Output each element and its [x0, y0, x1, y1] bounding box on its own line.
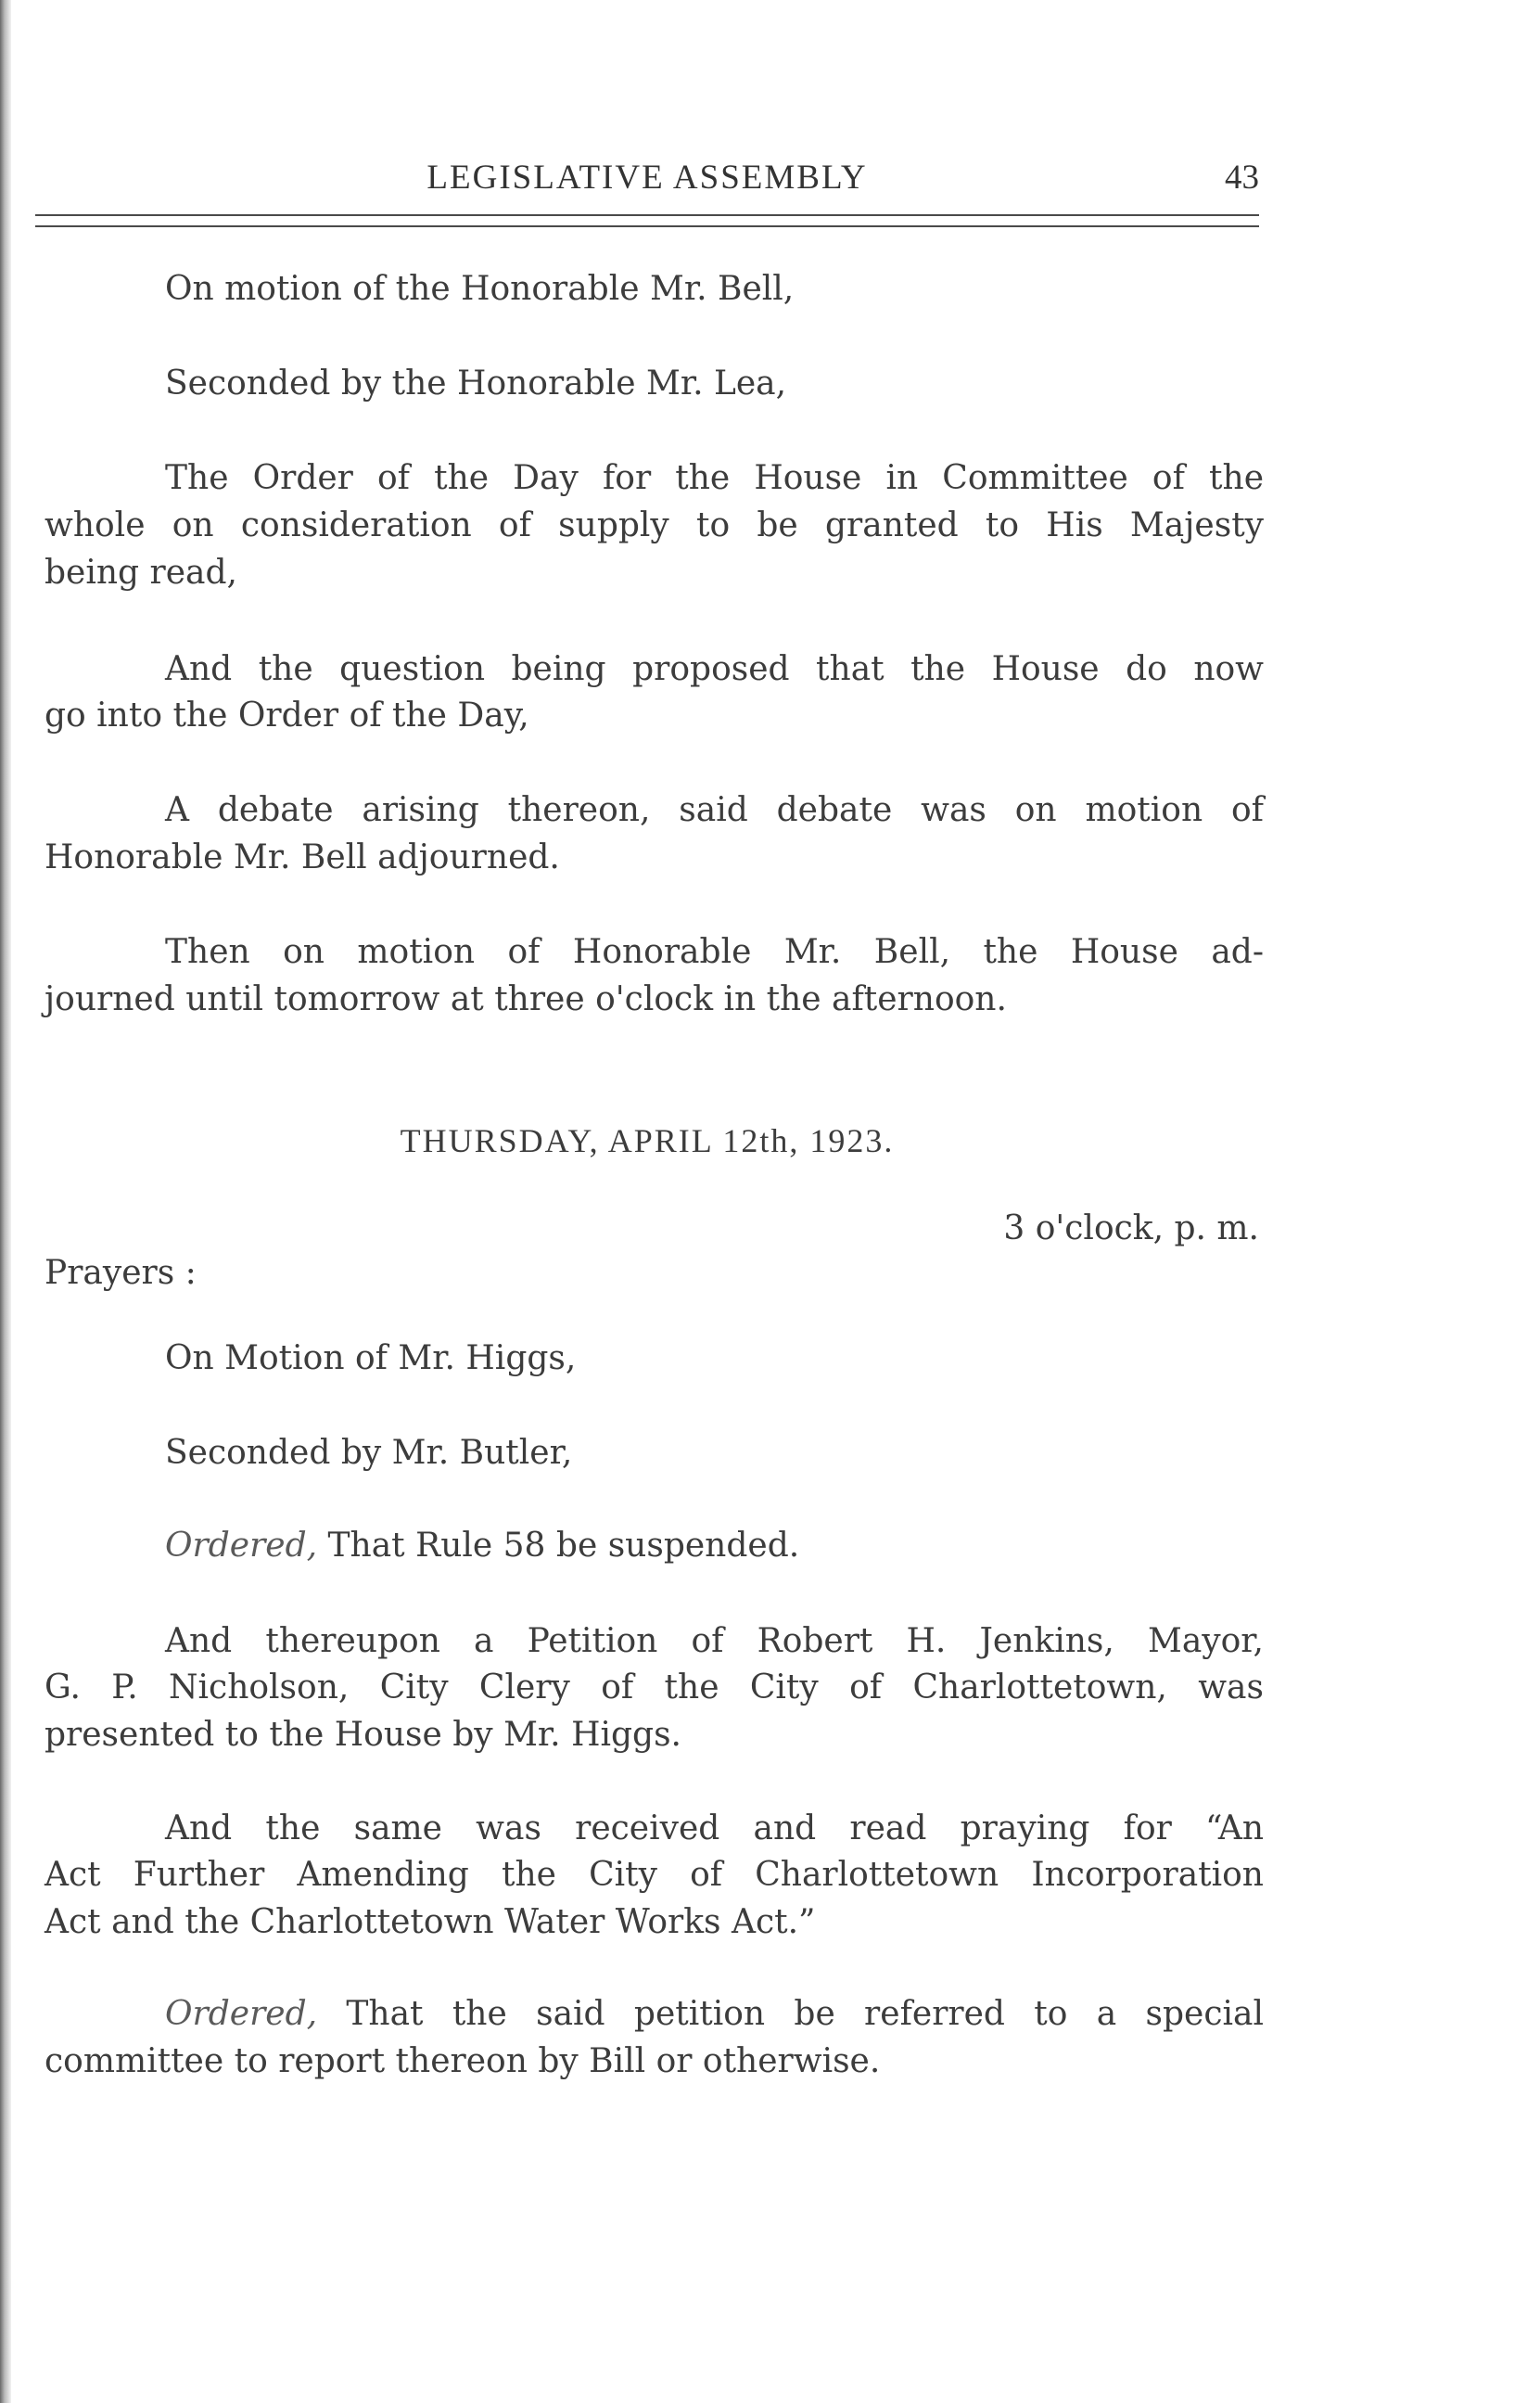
- butler-seconded-line: Seconded by Mr. Butler,: [165, 1434, 573, 1472]
- praying-line-1: And the same was received and read praying for “An: [165, 1809, 1264, 1847]
- header-rule-top: [35, 214, 1259, 216]
- motion-line: On motion of the Honorable Mr. Bell,: [165, 270, 795, 308]
- header-rule-bottom: [35, 225, 1259, 227]
- ordered-label-2: Ordered,: [165, 1995, 318, 2033]
- seconded-line: Seconded by the Honorable Mr. Lea,: [165, 364, 787, 403]
- praying-line-3: Act and the Charlottetown Water Works Act.”: [45, 1903, 816, 1941]
- praying-line-2: Act Further Amending the City of Charlottetown Incorporation: [45, 1856, 1264, 1894]
- question-line-1: And the question being proposed that the House do now: [165, 650, 1264, 688]
- adjourn-line-2: journed until tomorrow at three o'clock in the afternoon.: [45, 980, 1007, 1018]
- running-head: LEGISLATIVE ASSEMBLY: [426, 159, 868, 197]
- higgs-motion-line: On Motion of Mr. Higgs,: [165, 1339, 577, 1377]
- petition-line-2: G. P. Nicholson, City Clery of the City of Charlottetown, was: [45, 1668, 1264, 1706]
- sitting-date-heading: THURSDAY, APRIL 12th, 1923.: [400, 1122, 895, 1159]
- sitting-time: 3 o'clock, p. m.: [1003, 1209, 1259, 1247]
- question-line-2: go into the Order of the Day,: [45, 697, 529, 735]
- prayers-line: Prayers :: [45, 1254, 197, 1292]
- debate-line-2: Honorable Mr. Bell adjourned.: [45, 838, 560, 876]
- rule-58-line: [165, 1527, 799, 1565]
- debate-line-1: A debate arising thereon, said debate was on motion of: [165, 791, 1264, 829]
- referral-line-1: [165, 1996, 1264, 2033]
- ordered-label: Ordered,: [165, 1527, 318, 1565]
- adjourn-line-1: Then on motion of Honorable Mr. Bell, the House ad-: [165, 933, 1264, 971]
- petition-line-3: presented to the House by Mr. Higgs.: [45, 1716, 681, 1754]
- referral-text: That the said petition be referred to a special: [317, 1995, 1264, 2033]
- page-header: [35, 158, 1259, 204]
- referral-line-2: committee to report thereon by Bill or otherwise.: [45, 2042, 881, 2080]
- order-of-day-line-1: The Order of the Day for the House in Committee of the: [165, 459, 1264, 497]
- order-of-day-line-2: whole on consideration of supply to be granted to His Majesty: [45, 506, 1264, 544]
- order-of-day-line-3: being read,: [45, 554, 238, 592]
- petition-line-1: And thereupon a Petition of Robert H. Jenkins, Mayor,: [165, 1622, 1264, 1660]
- page-binding-edge: [0, 0, 11, 2403]
- page-number: 43: [1225, 159, 1259, 197]
- rule-58-text: That Rule 58 be suspended.: [317, 1527, 800, 1565]
